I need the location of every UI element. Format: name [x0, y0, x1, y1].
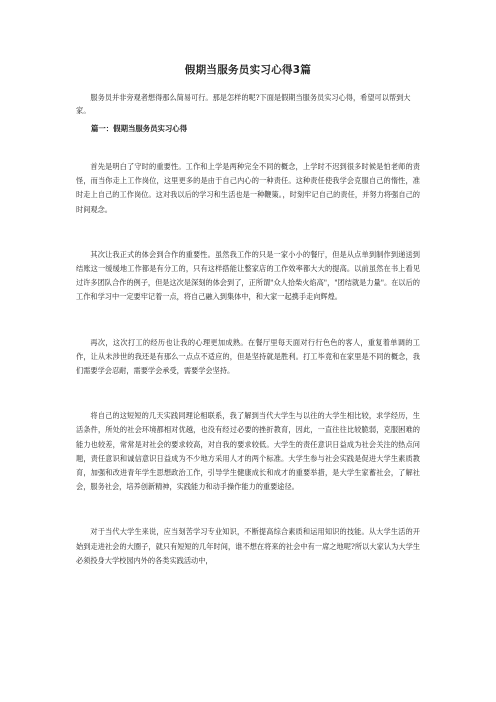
- paragraph-2: 其次让我正式的体会到合作的重要性。虽然我工作的只是一家小小的餐厅，但是从点单到制作到递送到结账这一缓缓地工作都是有分工的，只有这样搭能让整家店的工作效率都大大的提高。以前虽然在书上看见过许多团队合作的例子，但是这次是深刻的体会到了，正所谓"众人拾柴火焰高"，"团结就是力量"。在以后的工作和学习中一定要牢记着一点，将自己融入到集体中，和大家一起携手走向辉煌。: [76, 249, 420, 302]
- document-title: 假期当服务员实习心得3篇: [184, 64, 312, 76]
- paragraph-5: 对于当代大学生来说，应当刻苦学习专业知识，不断提高综合素质和运用知识的技能。从大学生活的开始到走进社会的大圈子，就只有短短的几年时间，谁不想在将来的社会中有一席之地呢?所以大家认为大学生必须投身大学校园内外的各类实践活动中，: [76, 527, 420, 565]
- paragraph-4: 将自己的这短短的几天实践同理论相联系，我了解到当代大学生与以往的大学生相比较，求学经历，生活条件，所处的社会环境都相对优越，也没有经过必要的挫折教育，因此，一直往往比较脆弱，克服困难的能力也较差，常常是对社会的要求较高，对自我的要求较低。大学生的责任意识日益成为社会关注的热点问题，责任意识和诚信意识日益成为不少地方采用人才的两个标准。大学生参与社会实践是促进大学生素质教育，加强和改进青年学生思想政治工作，引导学生健康成长和成才的重要举措，是大学生家蓄社会，了解社会，服务社会，培养创新精神，实践能力和动手操作能力的重要途径。: [76, 411, 420, 492]
- section-heading: 篇一：假期当服务员实习心得: [91, 124, 188, 133]
- paragraph-3: 再次，这次打工的经历也让我的心理更加成熟。在餐厅里每天面对行行色色的客人，重复着单调的工作，让从未涉世的我还是有那么一点点不适应的，但是坚持就是胜利。打工毕竟和在家里是不同的概念，我们需要学会忍耐，需要学会承受，需要学会坚持。: [76, 337, 420, 376]
- body-text: [76, 160, 420, 568]
- paragraph-1: 首先是明白了守时的重要性。工作和上学是两种完全不同的概念，上学时不迟到很多时候是怕老师的责怪，而当你走上工作岗位，这里更多的是由于自己内心的一种责任。这种责任使我学会克服自己的惰性，准时走上自己的工作岗位。这对我以后的学习和生活也是一种鞭策。，时刻牢记自己的责任，并努力将强自己的时间观念。: [76, 162, 420, 214]
- intro-paragraph: 服务员并非旁观者想得那么简易可行。那是怎样的呢?下面是假期当服务员实习心得，希望可以帮到大家。: [76, 93, 411, 115]
